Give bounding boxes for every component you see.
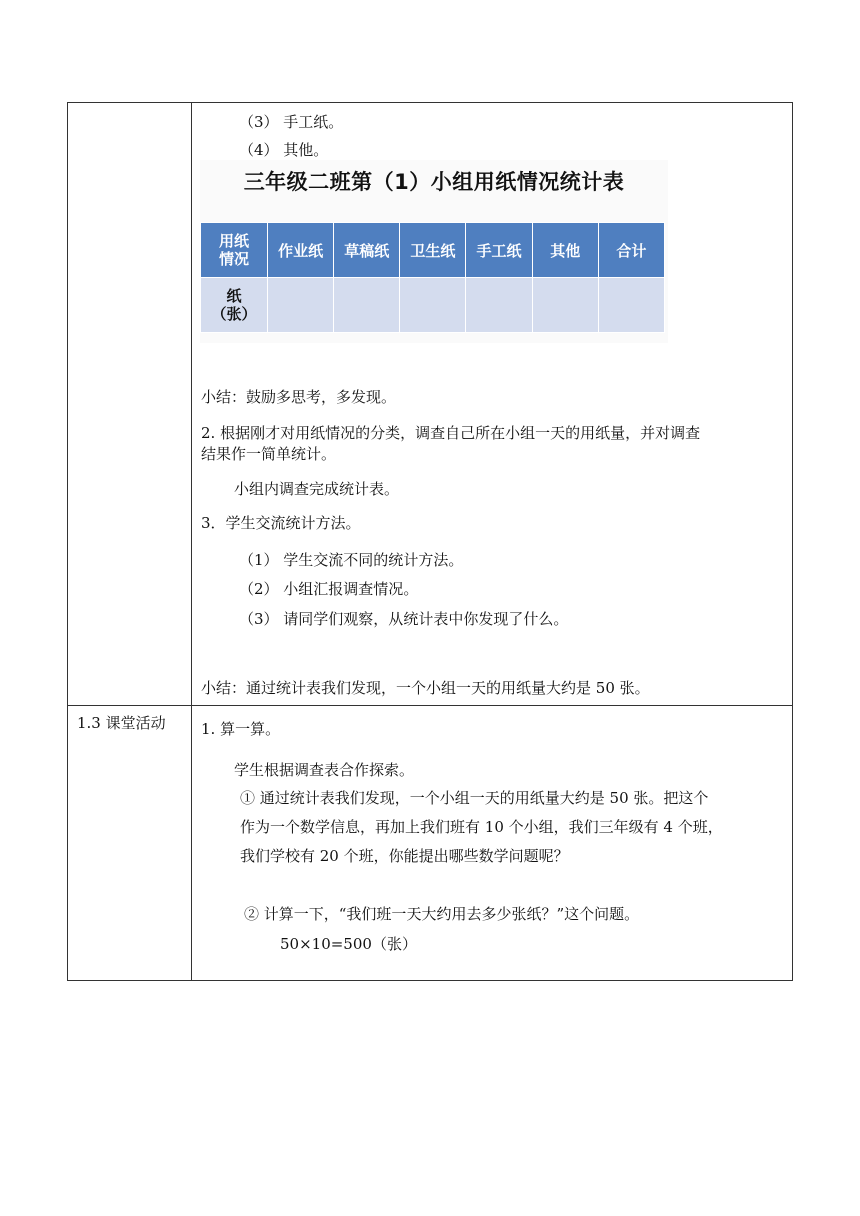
intro-text: 学生根据调查表合作探索。 <box>234 761 415 779</box>
step2-line1: 2. 根据刚才对用纸情况的分类，调查自己所在小组一天的用纸量，并对调查 <box>201 424 701 442</box>
stat-data-cell <box>400 278 466 333</box>
step2-line2: 结果作一简单统计。 <box>201 445 337 463</box>
column-divider <box>191 102 192 981</box>
stat-header-cell: 卫生纸 <box>400 223 466 278</box>
row-label-line2: （张） <box>211 305 257 323</box>
step1-heading: 1. 算一算。 <box>201 720 281 738</box>
stat-table-title: 三年级二班第（1）小组用纸情况统计表 <box>243 170 625 194</box>
stat-table <box>200 222 665 333</box>
section-label: 1.3 课堂活动 <box>77 714 166 732</box>
question1-line2: 作为一个数学信息，再加上我们班有 10 个小组，我们三年级有 4 个班， <box>240 818 723 836</box>
calculation: 50×10=500（张） <box>280 935 417 953</box>
row-divider <box>67 705 793 706</box>
stat-table-header-row <box>201 223 665 278</box>
stat-header-cell: 草稿纸 <box>334 223 400 278</box>
stat-header-cell: 合计 <box>598 223 664 278</box>
question2: ② 计算一下，“我们班一天大约用去多少张纸？”这个问题。 <box>244 905 640 923</box>
header-first-line2: 情况 <box>218 250 249 268</box>
stat-header-cell: 其他 <box>532 223 598 278</box>
stat-header-first-cell <box>201 223 268 278</box>
header-first-line1: 用纸 <box>218 232 249 250</box>
step3-item: （3） 请同学们观察，从统计表中你发现了什么。 <box>239 610 569 628</box>
question1-line3: 我们学校有 20 个班，你能提出哪些数学问题呢？ <box>240 847 569 865</box>
step3-heading: 3．学生交流统计方法。 <box>201 514 361 532</box>
summary-encourage: 小结：鼓励多思考，多发现。 <box>201 388 397 406</box>
stat-data-cell <box>334 278 400 333</box>
row-label-line1: 纸 <box>226 287 242 305</box>
stat-table-data-row <box>201 278 665 333</box>
stat-header-cell: 手工纸 <box>466 223 532 278</box>
item-other: （4） 其他。 <box>239 141 329 159</box>
stat-data-cell <box>466 278 532 333</box>
paper-usage-statistics-image <box>200 160 668 343</box>
question1-line1: ① 通过统计表我们发现，一个小组一天的用纸量大约是 50 张。把这个 <box>240 789 709 807</box>
step3-item: （2） 小组汇报调查情况。 <box>239 580 419 598</box>
stat-row-label <box>201 278 268 333</box>
stat-data-cell <box>532 278 598 333</box>
stat-data-cell <box>268 278 334 333</box>
stat-data-cell <box>598 278 664 333</box>
stat-header-cell: 作业纸 <box>268 223 334 278</box>
step3-item: （1） 学生交流不同的统计方法。 <box>239 551 464 569</box>
item-handcraft-paper: （3） 手工纸。 <box>239 113 344 131</box>
step2-sub: 小组内调查完成统计表。 <box>234 480 400 498</box>
summary-findings: 小结：通过统计表我们发现，一个小组一天的用纸量大约是 50 张。 <box>201 679 650 697</box>
